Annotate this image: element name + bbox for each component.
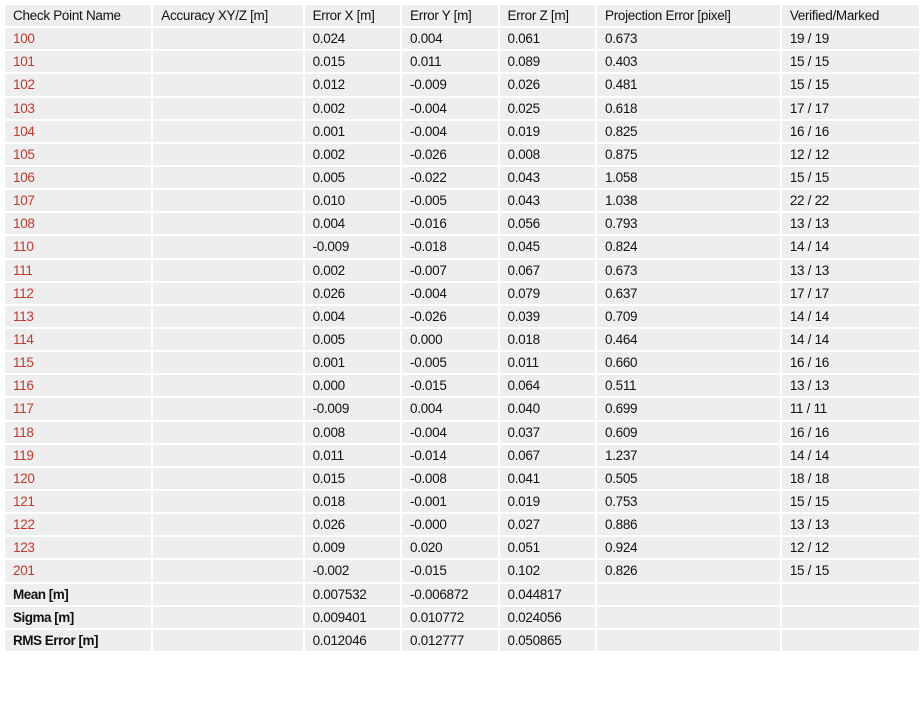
verified-marked-cell: 13 / 13 xyxy=(782,213,919,234)
check-point-name: 121 xyxy=(5,491,151,512)
summary-error-y: -0.006872 xyxy=(402,584,497,605)
error-y-cell: -0.022 xyxy=(402,167,497,188)
error-y-cell: -0.009 xyxy=(402,74,497,95)
error-y-cell: -0.004 xyxy=(402,422,497,443)
projection-error-cell: 0.618 xyxy=(597,98,780,119)
summary-verified-cell xyxy=(782,584,919,605)
projection-error-cell: 0.886 xyxy=(597,514,780,535)
summary-error-z: 0.024056 xyxy=(500,607,595,628)
summary-accuracy-cell xyxy=(153,584,302,605)
table-row xyxy=(5,468,919,489)
accuracy-cell xyxy=(153,468,302,489)
verified-marked-cell: 12 / 12 xyxy=(782,537,919,558)
projection-error-cell: 0.709 xyxy=(597,306,780,327)
error-z-cell: 0.043 xyxy=(500,190,595,211)
check-point-name: 115 xyxy=(5,352,151,373)
accuracy-cell xyxy=(153,329,302,350)
error-y-cell: -0.007 xyxy=(402,260,497,281)
error-x-cell: 0.004 xyxy=(305,213,400,234)
error-z-cell: 0.043 xyxy=(500,167,595,188)
projection-error-cell: 1.038 xyxy=(597,190,780,211)
projection-error-cell: 0.924 xyxy=(597,537,780,558)
check-point-name: 114 xyxy=(5,329,151,350)
error-x-cell: 0.024 xyxy=(305,28,400,49)
error-z-cell: 0.019 xyxy=(500,121,595,142)
error-x-cell: 0.001 xyxy=(305,352,400,373)
error-y-cell: -0.001 xyxy=(402,491,497,512)
error-x-cell: -0.002 xyxy=(305,560,400,581)
accuracy-cell xyxy=(153,98,302,119)
summary-error-x: 0.009401 xyxy=(305,607,400,628)
verified-marked-cell: 22 / 22 xyxy=(782,190,919,211)
error-z-cell: 0.018 xyxy=(500,329,595,350)
error-z-cell: 0.051 xyxy=(500,537,595,558)
check-point-name: 117 xyxy=(5,398,151,419)
error-z-cell: 0.039 xyxy=(500,306,595,327)
summary-label: RMS Error [m] xyxy=(5,630,151,651)
error-z-cell: 0.041 xyxy=(500,468,595,489)
error-z-cell: 0.011 xyxy=(500,352,595,373)
header-row xyxy=(5,5,919,26)
projection-error-cell: 0.609 xyxy=(597,422,780,443)
check-point-name: 119 xyxy=(5,445,151,466)
error-y-cell: -0.026 xyxy=(402,144,497,165)
check-point-name: 112 xyxy=(5,283,151,304)
projection-error-cell: 0.875 xyxy=(597,144,780,165)
verified-marked-cell: 14 / 14 xyxy=(782,329,919,350)
column-header-error-z: Error Z [m] xyxy=(500,5,595,26)
table-row xyxy=(5,329,919,350)
error-x-cell: 0.012 xyxy=(305,74,400,95)
table-row xyxy=(5,51,919,72)
accuracy-cell xyxy=(153,28,302,49)
summary-error-z: 0.050865 xyxy=(500,630,595,651)
accuracy-cell xyxy=(153,560,302,581)
error-y-cell: 0.000 xyxy=(402,329,497,350)
error-y-cell: -0.015 xyxy=(402,375,497,396)
summary-projection-cell xyxy=(597,584,780,605)
error-y-cell: -0.018 xyxy=(402,236,497,257)
verified-marked-cell: 15 / 15 xyxy=(782,167,919,188)
table-row xyxy=(5,375,919,396)
summary-error-x: 0.007532 xyxy=(305,584,400,605)
error-x-cell: 0.000 xyxy=(305,375,400,396)
check-point-name: 111 xyxy=(5,260,151,281)
error-x-cell: 0.002 xyxy=(305,260,400,281)
check-point-name: 106 xyxy=(5,167,151,188)
projection-error-cell: 0.464 xyxy=(597,329,780,350)
error-x-cell: 0.015 xyxy=(305,51,400,72)
check-point-name: 102 xyxy=(5,74,151,95)
error-x-cell: 0.005 xyxy=(305,329,400,350)
verified-marked-cell: 15 / 15 xyxy=(782,74,919,95)
verified-marked-cell: 14 / 14 xyxy=(782,236,919,257)
verified-marked-cell: 12 / 12 xyxy=(782,144,919,165)
error-z-cell: 0.026 xyxy=(500,74,595,95)
table-row xyxy=(5,144,919,165)
check-point-name: 118 xyxy=(5,422,151,443)
summary-verified-cell xyxy=(782,630,919,651)
table-row xyxy=(5,398,919,419)
error-x-cell: 0.002 xyxy=(305,98,400,119)
column-header-name: Check Point Name xyxy=(5,5,151,26)
error-z-cell: 0.027 xyxy=(500,514,595,535)
error-z-cell: 0.019 xyxy=(500,491,595,512)
projection-error-cell: 0.673 xyxy=(597,28,780,49)
check-point-name: 108 xyxy=(5,213,151,234)
table-row xyxy=(5,74,919,95)
error-z-cell: 0.056 xyxy=(500,213,595,234)
summary-accuracy-cell xyxy=(153,607,302,628)
summary-accuracy-cell xyxy=(153,630,302,651)
error-x-cell: 0.015 xyxy=(305,468,400,489)
error-z-cell: 0.067 xyxy=(500,445,595,466)
error-y-cell: 0.020 xyxy=(402,537,497,558)
table-row xyxy=(5,28,919,49)
check-point-name: 100 xyxy=(5,28,151,49)
accuracy-cell xyxy=(153,445,302,466)
verified-marked-cell: 16 / 16 xyxy=(782,121,919,142)
verified-marked-cell: 19 / 19 xyxy=(782,28,919,49)
table-row xyxy=(5,352,919,373)
accuracy-cell xyxy=(153,236,302,257)
verified-marked-cell: 17 / 17 xyxy=(782,283,919,304)
error-y-cell: -0.000 xyxy=(402,514,497,535)
summary-label: Sigma [m] xyxy=(5,607,151,628)
projection-error-cell: 0.660 xyxy=(597,352,780,373)
accuracy-cell xyxy=(153,144,302,165)
error-x-cell: 0.026 xyxy=(305,514,400,535)
table-row xyxy=(5,98,919,119)
accuracy-cell xyxy=(153,491,302,512)
summary-verified-cell xyxy=(782,607,919,628)
accuracy-cell xyxy=(153,375,302,396)
error-x-cell: 0.018 xyxy=(305,491,400,512)
error-z-cell: 0.061 xyxy=(500,28,595,49)
check-point-name: 104 xyxy=(5,121,151,142)
verified-marked-cell: 15 / 15 xyxy=(782,560,919,581)
projection-error-cell: 0.481 xyxy=(597,74,780,95)
error-z-cell: 0.102 xyxy=(500,560,595,581)
table-row xyxy=(5,283,919,304)
column-header-projection-error: Projection Error [pixel] xyxy=(597,5,780,26)
summary-row xyxy=(5,607,919,628)
verified-marked-cell: 16 / 16 xyxy=(782,352,919,373)
table-row xyxy=(5,306,919,327)
error-y-cell: -0.004 xyxy=(402,283,497,304)
check-point-name: 201 xyxy=(5,560,151,581)
check-point-name: 113 xyxy=(5,306,151,327)
error-y-cell: -0.016 xyxy=(402,213,497,234)
projection-error-cell: 0.826 xyxy=(597,560,780,581)
error-x-cell: 0.009 xyxy=(305,537,400,558)
table-row xyxy=(5,445,919,466)
summary-row xyxy=(5,630,919,651)
verified-marked-cell: 18 / 18 xyxy=(782,468,919,489)
error-x-cell: -0.009 xyxy=(305,398,400,419)
table-row xyxy=(5,190,919,211)
error-y-cell: -0.015 xyxy=(402,560,497,581)
error-y-cell: -0.004 xyxy=(402,98,497,119)
column-header-verified-marked: Verified/Marked xyxy=(782,5,919,26)
projection-error-cell: 0.505 xyxy=(597,468,780,489)
error-x-cell: 0.005 xyxy=(305,167,400,188)
error-y-cell: -0.026 xyxy=(402,306,497,327)
summary-error-y: 0.012777 xyxy=(402,630,497,651)
check-point-name: 122 xyxy=(5,514,151,535)
accuracy-cell xyxy=(153,537,302,558)
error-z-cell: 0.089 xyxy=(500,51,595,72)
accuracy-cell xyxy=(153,398,302,419)
error-y-cell: -0.014 xyxy=(402,445,497,466)
accuracy-cell xyxy=(153,283,302,304)
table-row xyxy=(5,560,919,581)
accuracy-cell xyxy=(153,74,302,95)
column-header-error-x: Error X [m] xyxy=(305,5,400,26)
error-x-cell: 0.002 xyxy=(305,144,400,165)
table-row xyxy=(5,260,919,281)
table-row xyxy=(5,213,919,234)
projection-error-cell: 0.824 xyxy=(597,236,780,257)
error-y-cell: -0.005 xyxy=(402,190,497,211)
error-z-cell: 0.037 xyxy=(500,422,595,443)
error-x-cell: 0.008 xyxy=(305,422,400,443)
error-z-cell: 0.067 xyxy=(500,260,595,281)
verified-marked-cell: 13 / 13 xyxy=(782,260,919,281)
error-z-cell: 0.045 xyxy=(500,236,595,257)
projection-error-cell: 0.511 xyxy=(597,375,780,396)
error-z-cell: 0.079 xyxy=(500,283,595,304)
table-row xyxy=(5,236,919,257)
error-x-cell: 0.010 xyxy=(305,190,400,211)
check-point-name: 105 xyxy=(5,144,151,165)
error-y-cell: 0.004 xyxy=(402,398,497,419)
projection-error-cell: 0.753 xyxy=(597,491,780,512)
verified-marked-cell: 14 / 14 xyxy=(782,445,919,466)
error-z-cell: 0.040 xyxy=(500,398,595,419)
table-body xyxy=(5,28,919,581)
summary-body xyxy=(5,584,919,651)
check-point-name: 120 xyxy=(5,468,151,489)
table-row xyxy=(5,121,919,142)
table-row xyxy=(5,422,919,443)
error-y-cell: -0.005 xyxy=(402,352,497,373)
verified-marked-cell: 15 / 15 xyxy=(782,51,919,72)
error-x-cell: 0.001 xyxy=(305,121,400,142)
error-x-cell: -0.009 xyxy=(305,236,400,257)
error-y-cell: 0.004 xyxy=(402,28,497,49)
projection-error-cell: 1.058 xyxy=(597,167,780,188)
projection-error-cell: 0.793 xyxy=(597,213,780,234)
table-row xyxy=(5,514,919,535)
table-row xyxy=(5,537,919,558)
check-point-name: 123 xyxy=(5,537,151,558)
verified-marked-cell: 17 / 17 xyxy=(782,98,919,119)
verified-marked-cell: 15 / 15 xyxy=(782,491,919,512)
verified-marked-cell: 13 / 13 xyxy=(782,375,919,396)
accuracy-cell xyxy=(153,190,302,211)
error-x-cell: 0.026 xyxy=(305,283,400,304)
summary-projection-cell xyxy=(597,630,780,651)
accuracy-cell xyxy=(153,352,302,373)
accuracy-cell xyxy=(153,121,302,142)
error-y-cell: 0.011 xyxy=(402,51,497,72)
summary-projection-cell xyxy=(597,607,780,628)
projection-error-cell: 0.825 xyxy=(597,121,780,142)
error-z-cell: 0.064 xyxy=(500,375,595,396)
summary-error-x: 0.012046 xyxy=(305,630,400,651)
error-x-cell: 0.004 xyxy=(305,306,400,327)
check-point-name: 110 xyxy=(5,236,151,257)
summary-error-y: 0.010772 xyxy=(402,607,497,628)
check-point-name: 101 xyxy=(5,51,151,72)
accuracy-cell xyxy=(153,51,302,72)
table-row xyxy=(5,167,919,188)
error-y-cell: -0.004 xyxy=(402,121,497,142)
projection-error-cell: 0.699 xyxy=(597,398,780,419)
projection-error-cell: 1.237 xyxy=(597,445,780,466)
summary-label: Mean [m] xyxy=(5,584,151,605)
summary-error-z: 0.044817 xyxy=(500,584,595,605)
error-z-cell: 0.008 xyxy=(500,144,595,165)
projection-error-cell: 0.403 xyxy=(597,51,780,72)
check-point-table xyxy=(3,3,921,653)
error-z-cell: 0.025 xyxy=(500,98,595,119)
accuracy-cell xyxy=(153,306,302,327)
accuracy-cell xyxy=(153,260,302,281)
check-point-name: 103 xyxy=(5,98,151,119)
accuracy-cell xyxy=(153,514,302,535)
accuracy-cell xyxy=(153,422,302,443)
column-header-error-y: Error Y [m] xyxy=(402,5,497,26)
check-point-name: 116 xyxy=(5,375,151,396)
table-row xyxy=(5,491,919,512)
verified-marked-cell: 11 / 11 xyxy=(782,398,919,419)
summary-row xyxy=(5,584,919,605)
error-y-cell: -0.008 xyxy=(402,468,497,489)
projection-error-cell: 0.673 xyxy=(597,260,780,281)
check-point-name: 107 xyxy=(5,190,151,211)
error-x-cell: 0.011 xyxy=(305,445,400,466)
verified-marked-cell: 14 / 14 xyxy=(782,306,919,327)
column-header-accuracy: Accuracy XY/Z [m] xyxy=(153,5,302,26)
verified-marked-cell: 16 / 16 xyxy=(782,422,919,443)
projection-error-cell: 0.637 xyxy=(597,283,780,304)
accuracy-cell xyxy=(153,213,302,234)
verified-marked-cell: 13 / 13 xyxy=(782,514,919,535)
accuracy-cell xyxy=(153,167,302,188)
